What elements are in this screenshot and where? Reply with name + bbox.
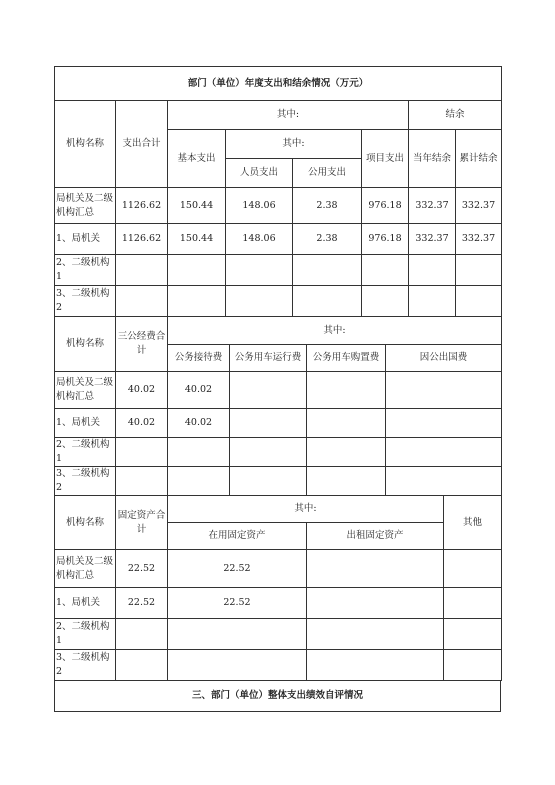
- table-row: [55, 550, 502, 588]
- cell-public: [293, 255, 362, 286]
- header-total: 三公经费合计: [116, 317, 168, 372]
- header-cumulative-balance: 累计结余: [456, 130, 502, 188]
- cell-reception: [168, 438, 230, 467]
- table-row: [55, 255, 502, 286]
- header-total: 固定资产合计: [116, 496, 168, 550]
- table-row: [55, 372, 502, 409]
- row-name: 3、二级机构 2: [55, 650, 116, 681]
- cell-cumulative: 332.37: [456, 224, 502, 255]
- section-title: 三、部门（单位）整体支出绩效自评情况: [55, 681, 501, 712]
- expenditure-balance-table: [54, 66, 502, 317]
- cell-basic: 150.44: [168, 188, 226, 224]
- cell-car-buy: [307, 409, 386, 438]
- table-row: [55, 467, 502, 496]
- cell-current: 332.37: [409, 188, 456, 224]
- header-among-2: 其中:: [226, 130, 362, 159]
- header-total: 支出合计: [116, 101, 168, 188]
- cell-public: [293, 286, 362, 317]
- cell-personnel: [226, 255, 293, 286]
- cell-current: [409, 255, 456, 286]
- cell-car-buy: [307, 438, 386, 467]
- cell-cumulative: [456, 286, 502, 317]
- table-row: [55, 650, 502, 681]
- cell-total: 22.52: [116, 588, 168, 619]
- cell-basic: 150.44: [168, 224, 226, 255]
- table-row: [55, 588, 502, 619]
- cell-other: [444, 650, 502, 681]
- cell-reception: 40.02: [168, 372, 230, 409]
- cell-rented: [307, 550, 444, 588]
- cell-abroad: [386, 372, 502, 409]
- cell-other: [444, 619, 502, 650]
- row-name: 局机关及二级机构汇总: [55, 550, 116, 588]
- cell-in-use: [168, 650, 307, 681]
- cell-basic: [168, 255, 226, 286]
- cell-car-run: [230, 438, 307, 467]
- section-title: 部门（单位）年度支出和结余情况（万元）: [55, 67, 502, 101]
- cell-total: 22.52: [116, 550, 168, 588]
- header-among: 其中:: [168, 496, 444, 523]
- cell-rented: [307, 619, 444, 650]
- header-project: 项目支出: [362, 130, 409, 188]
- cell-cumulative: [456, 255, 502, 286]
- table-row: [55, 188, 502, 224]
- cell-total: 1126.62: [116, 224, 168, 255]
- row-name: 3、二级机构 2: [55, 286, 116, 317]
- cell-car-run: [230, 467, 307, 496]
- cell-abroad: [386, 467, 502, 496]
- cell-total: [116, 255, 168, 286]
- document: [54, 66, 501, 712]
- cell-reception: [168, 467, 230, 496]
- table-row: [55, 438, 502, 467]
- header-balance: 结余: [409, 101, 502, 130]
- row-name: 局机关及二级机构汇总: [55, 188, 116, 224]
- cell-total: 40.02: [116, 409, 168, 438]
- header-abroad: 因公出国费: [386, 345, 502, 372]
- cell-reception: 40.02: [168, 409, 230, 438]
- cell-personnel: 148.06: [226, 188, 293, 224]
- cell-car-buy: [307, 372, 386, 409]
- row-name: 2、二级机构 1: [55, 619, 116, 650]
- cell-total: [116, 286, 168, 317]
- header-current-balance: 当年结余: [409, 130, 456, 188]
- cell-car-run: [230, 372, 307, 409]
- cell-project: [362, 255, 409, 286]
- row-name: 1、局机关: [55, 409, 116, 438]
- performance-section-table: [54, 680, 501, 712]
- cell-current: 332.37: [409, 224, 456, 255]
- cell-car-run: [230, 409, 307, 438]
- row-name: 1、局机关: [55, 224, 116, 255]
- row-name: 局机关及二级机构汇总: [55, 372, 116, 409]
- header-other: 其他: [444, 496, 502, 550]
- table-row: [55, 286, 502, 317]
- header-car-buy: 公务用车购置费: [307, 345, 386, 372]
- cell-car-buy: [307, 467, 386, 496]
- row-name: 2、二级机构 1: [55, 438, 116, 467]
- cell-in-use: 22.52: [168, 588, 307, 619]
- row-name: 3、二级机构 2: [55, 467, 116, 496]
- cell-total: 40.02: [116, 372, 168, 409]
- header-org-name: 机构名称: [55, 101, 116, 188]
- header-in-use: 在用固定资产: [168, 523, 307, 550]
- cell-abroad: [386, 438, 502, 467]
- table-row: [55, 224, 502, 255]
- cell-current: [409, 286, 456, 317]
- cell-total: [116, 438, 168, 467]
- cell-total: [116, 650, 168, 681]
- cell-rented: [307, 650, 444, 681]
- cell-basic: [168, 286, 226, 317]
- cell-rented: [307, 588, 444, 619]
- cell-in-use: 22.52: [168, 550, 307, 588]
- cell-in-use: [168, 619, 307, 650]
- cell-total: 1126.62: [116, 188, 168, 224]
- cell-public: 2.38: [293, 188, 362, 224]
- row-name: 1、局机关: [55, 588, 116, 619]
- cell-project: 976.18: [362, 188, 409, 224]
- cell-personnel: [226, 286, 293, 317]
- table-row: [55, 409, 502, 438]
- cell-other: [444, 588, 502, 619]
- cell-total: [116, 467, 168, 496]
- header-org-name: 机构名称: [55, 496, 116, 550]
- cell-other: [444, 550, 502, 588]
- header-car-run: 公务用车运行费: [230, 345, 307, 372]
- three-public-expenses-table: [54, 316, 502, 496]
- header-reception: 公务接待费: [168, 345, 230, 372]
- cell-cumulative: 332.37: [456, 188, 502, 224]
- row-name: 2、二级机构 1: [55, 255, 116, 286]
- cell-total: [116, 619, 168, 650]
- header-among: 其中:: [168, 101, 409, 130]
- header-basic: 基本支出: [168, 130, 226, 188]
- header-public: 公用支出: [293, 159, 362, 188]
- header-personnel: 人员支出: [226, 159, 293, 188]
- cell-public: 2.38: [293, 224, 362, 255]
- header-among: 其中:: [168, 317, 502, 345]
- cell-project: [362, 286, 409, 317]
- header-org-name: 机构名称: [55, 317, 116, 372]
- cell-personnel: 148.06: [226, 224, 293, 255]
- fixed-assets-table: [54, 495, 502, 681]
- table-row: [55, 619, 502, 650]
- cell-abroad: [386, 409, 502, 438]
- cell-project: 976.18: [362, 224, 409, 255]
- header-rented: 出租固定资产: [307, 523, 444, 550]
